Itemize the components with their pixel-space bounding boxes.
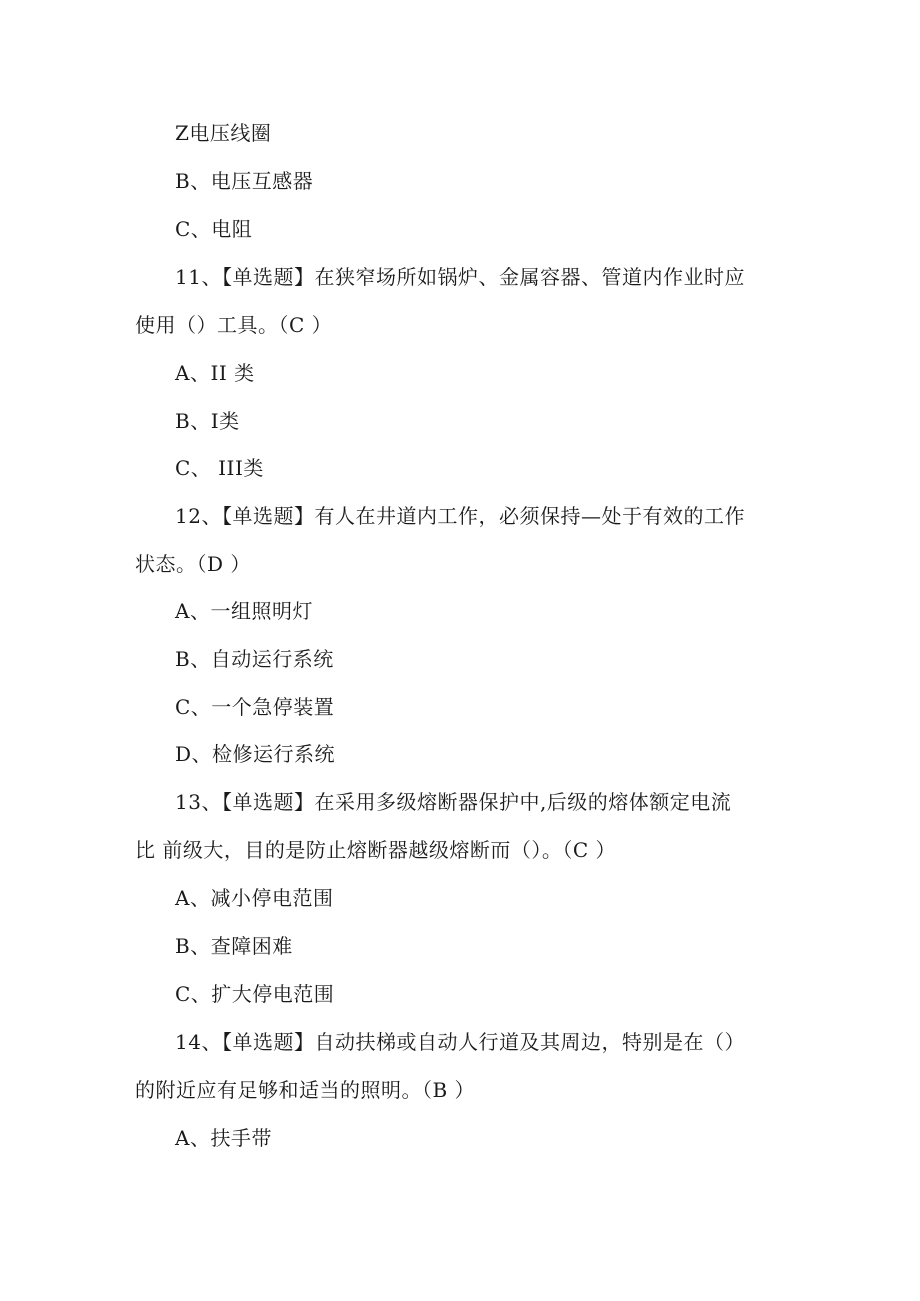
option-line: B、I类 [175,409,240,433]
option-line: C、一个急停装置 [175,695,335,719]
option-line: B、查障困难 [175,934,293,958]
option-line: C、电阻 [175,217,253,241]
question-line: 11、【单选题】在狭窄场所如锅炉、金属容器、管道内作业时应 [175,265,745,289]
option-line: A、减小停电范围 [175,886,334,910]
question-line: 14、【单选题】自动扶梯或自动人行道及其周边，特别是在（） [175,1030,745,1054]
option-line: C、扩大停电范围 [175,982,335,1006]
question-line: 13、【单选题】在采用多级熔断器保护中,后级的熔体额定电流 [175,790,732,814]
option-line: B、电压互感器 [175,169,314,193]
question-continuation: 的附近应有足够和适当的照明。（B ） [135,1078,476,1102]
option-line: Z电压线圈 [175,121,272,145]
option-line: A、扶手带 [175,1126,272,1150]
question-continuation: 比 前级大，目的是防止熔断器越级熔断而（）。（C ） [135,838,617,862]
option-line: B、自动运行系统 [175,647,334,671]
question-continuation: 状态。（D ） [135,552,251,576]
option-line: A、一组照明灯 [175,599,313,623]
option-line: C、 III类 [175,456,264,480]
question-line: 12、【单选题】有人在井道内工作，必须保持—处于有效的工作 [175,504,745,528]
option-line: D、检修运行系统 [175,742,336,766]
question-continuation: 使用（）工具。（C ） [135,313,333,337]
option-line: A、II 类 [175,361,255,385]
